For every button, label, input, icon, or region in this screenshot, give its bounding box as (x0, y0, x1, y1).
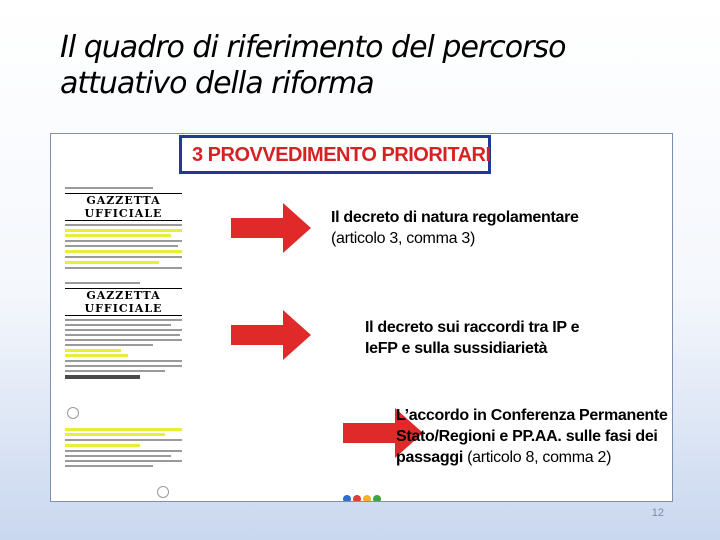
item-connections-decree-line-2: IeFP e sulla sussidiarietà (365, 340, 548, 357)
item-conference-agreement-line-3: passaggi (396, 449, 463, 466)
emblem-icon (67, 407, 79, 419)
item-connections-decree-line-1: Il decreto sui raccordi tra IP e (365, 319, 580, 336)
item-regulatory-decree (331, 207, 661, 249)
gazzetta-title: GAZZETTA UFFICIALE (65, 288, 182, 316)
priority-header: 3 PROVVEDIMENTO PRIORITARI (179, 135, 491, 174)
gazzetta-document-thumbnail-2 (61, 279, 186, 397)
page-number: 12 (651, 507, 664, 519)
slide-title-line-1: Il quadro di riferimento del percorso (60, 30, 566, 65)
gazzetta-title: GAZZETTA UFFICIALE (65, 193, 182, 221)
logo-strip-icon (341, 493, 401, 501)
content-panel (50, 133, 673, 502)
item-regulatory-decree-title: Il decreto di natura regolamentare (331, 209, 579, 226)
item-connections-decree (365, 317, 665, 359)
right-arrow-icon (231, 308, 313, 362)
slide-title (60, 30, 680, 102)
item-conference-agreement-ref: (articolo 8, comma 2) (467, 449, 612, 466)
slide-title-line-2: attuativo della riforma (60, 66, 374, 101)
letter-document-thumbnail (61, 404, 186, 501)
item-regulatory-decree-ref: (articolo 3, comma 3) (331, 230, 475, 247)
item-conference-agreement-line-2: Stato/Regioni e PP.AA. sulle fasi dei (396, 428, 658, 445)
right-arrow-icon (231, 201, 313, 255)
item-conference-agreement (396, 405, 672, 468)
stamp-icon (157, 486, 169, 498)
item-conference-agreement-line-1: L’accordo in Conferenza Permanente (396, 407, 668, 424)
gazzetta-document-thumbnail-1 (61, 184, 186, 269)
